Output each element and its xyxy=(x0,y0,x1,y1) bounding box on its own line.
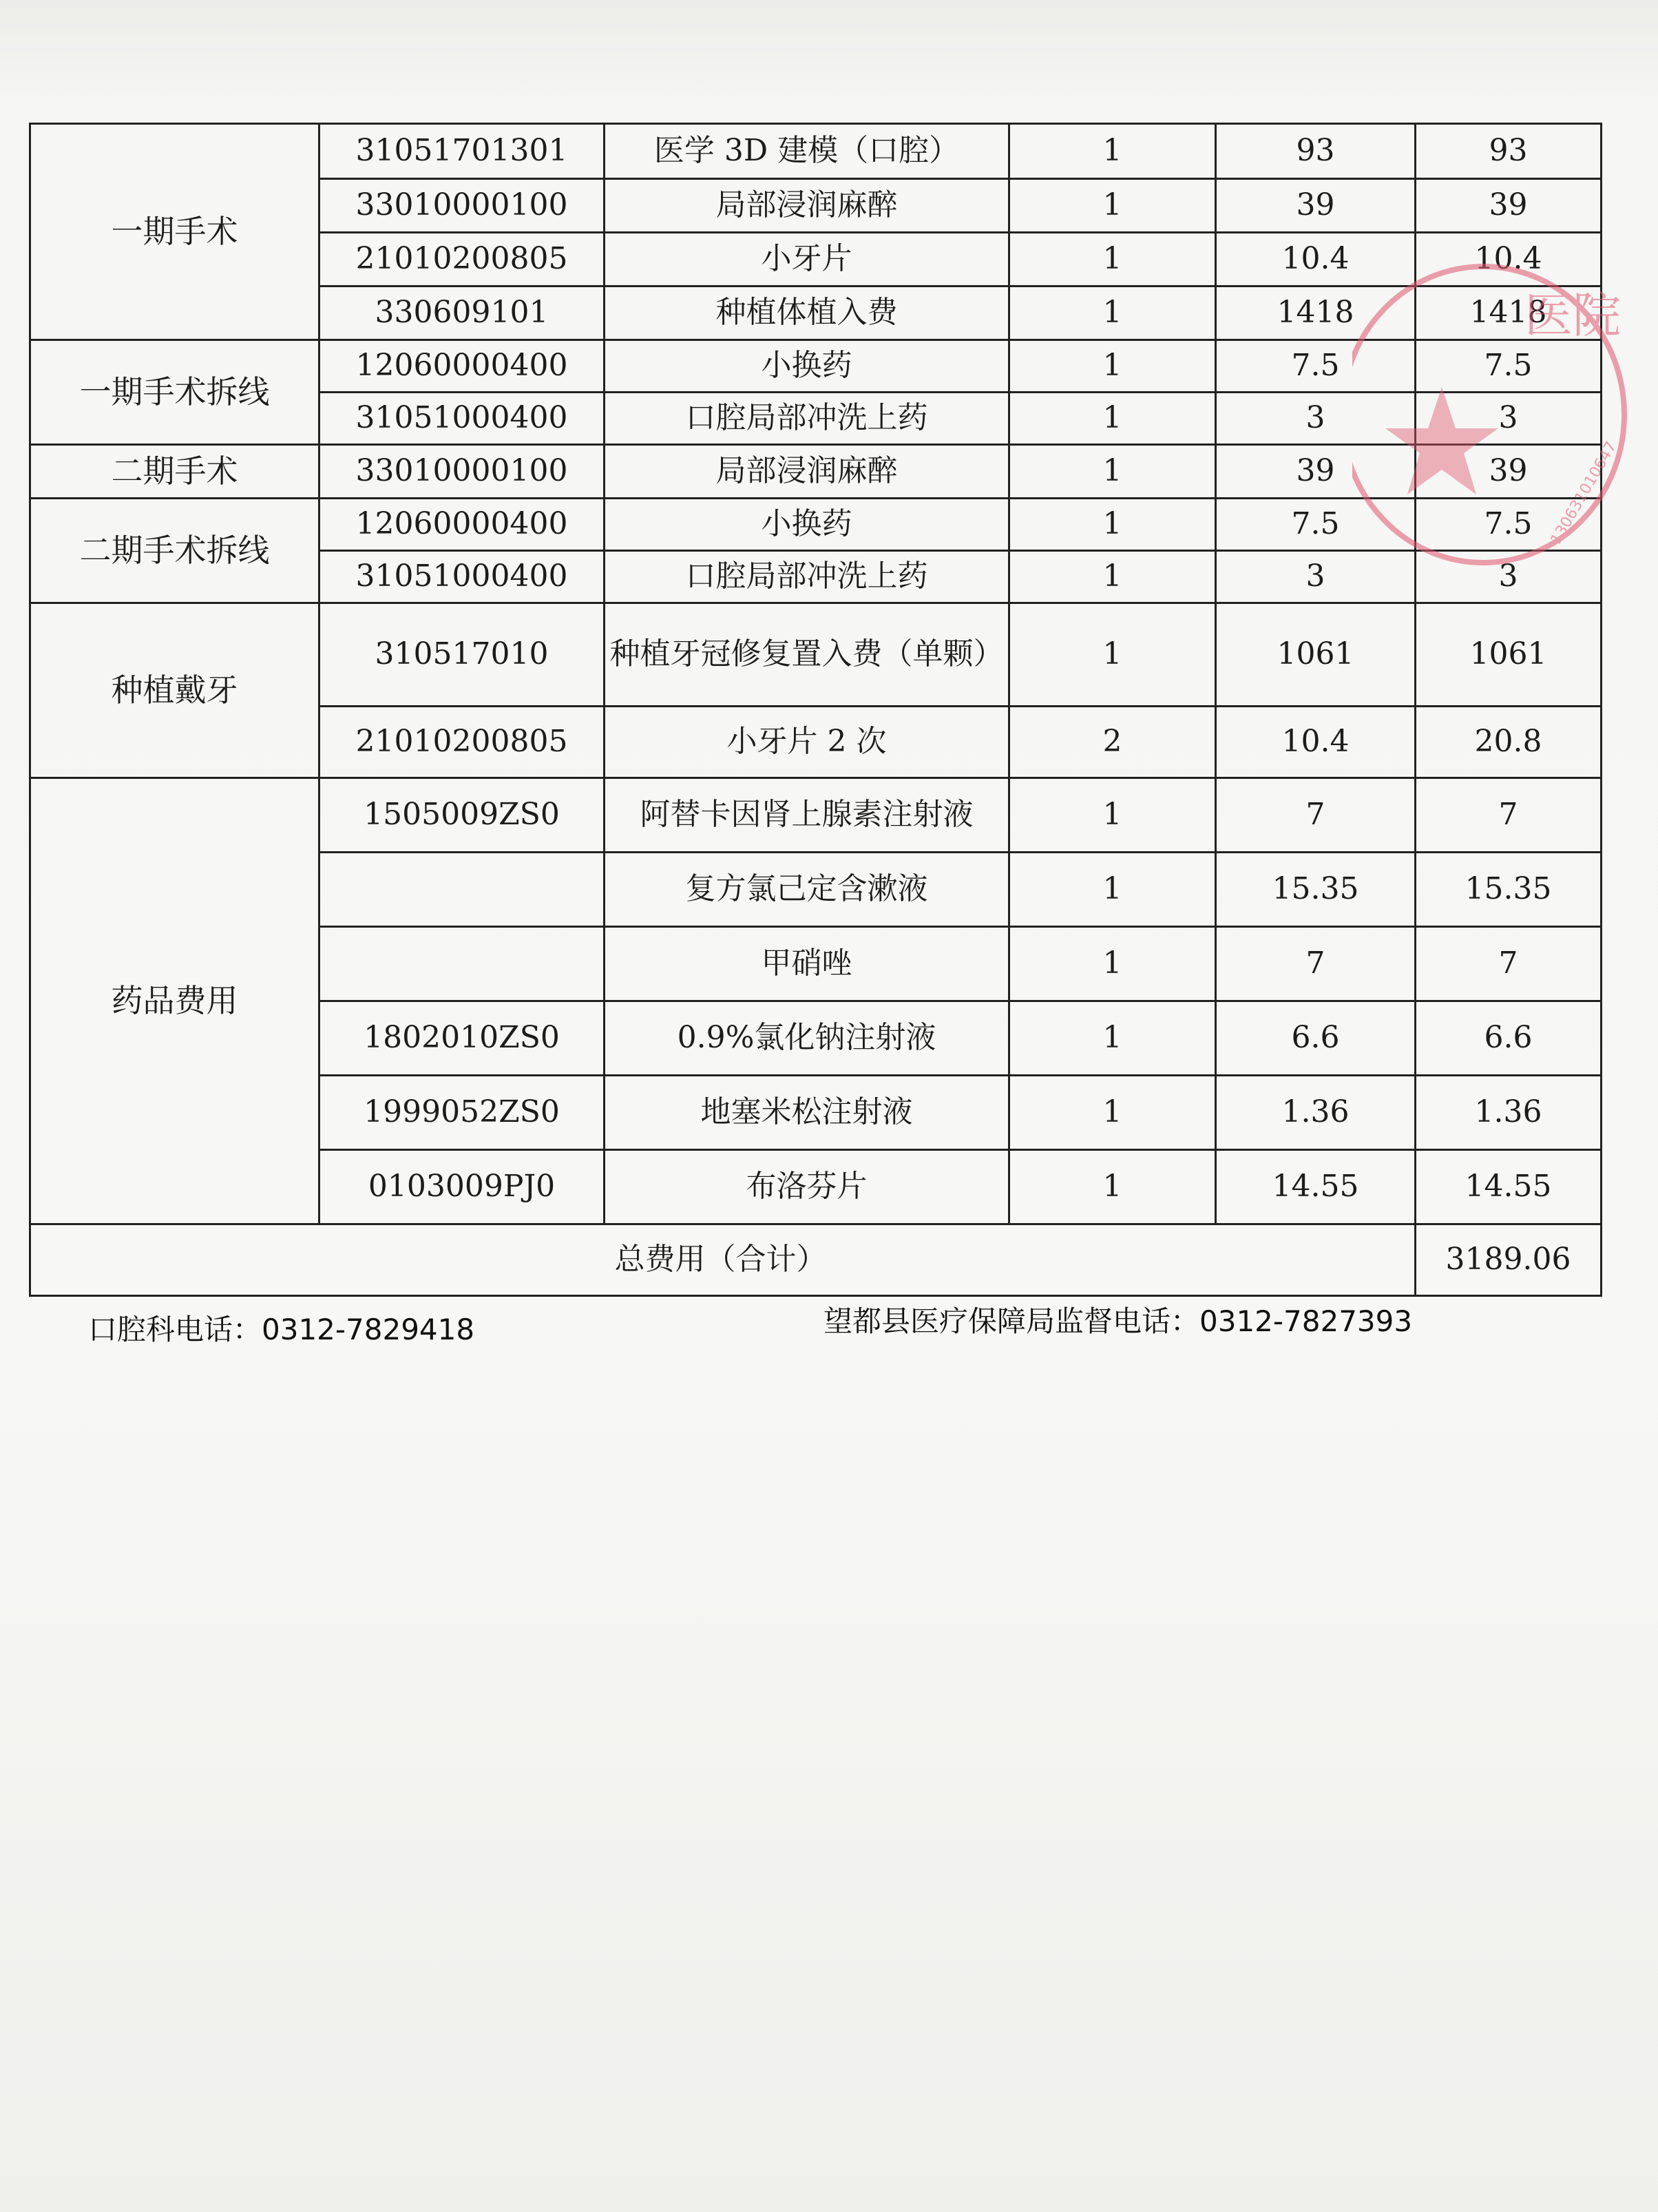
qty-cell: 1 xyxy=(1009,124,1216,179)
fee-row xyxy=(30,499,1602,551)
name-cell: 局部浸润麻醉 xyxy=(605,179,1009,233)
amount-cell: 7 xyxy=(1416,927,1602,1001)
code-cell: 0103009PJ0 xyxy=(319,1150,605,1224)
supervision-phone: 望都县医疗保障局监督电话：0312-7827393 xyxy=(823,1304,1413,1338)
price-cell: 39 xyxy=(1216,445,1416,499)
qty-cell: 1 xyxy=(1009,393,1216,445)
stamp-text: 医院 xyxy=(1524,287,1621,344)
dental-dept-phone: 口腔科电话：0312-7829418 xyxy=(88,1313,475,1346)
price-cell: 6.6 xyxy=(1216,1001,1416,1076)
amount-cell: 39 xyxy=(1416,445,1602,499)
price-cell: 93 xyxy=(1216,124,1416,179)
name-cell: 小牙片 2 次 xyxy=(605,707,1009,778)
code-cell xyxy=(319,927,605,1001)
category-cell: 二期手术 xyxy=(30,445,319,499)
amount-cell: 6.6 xyxy=(1416,1001,1602,1076)
amount-cell: 1061 xyxy=(1416,603,1602,707)
price-cell: 1418 xyxy=(1216,286,1416,340)
name-cell: 种植体植入费 xyxy=(605,286,1009,340)
name-cell: 地塞米松注射液 xyxy=(605,1076,1009,1150)
name-cell: 甲硝唑 xyxy=(605,927,1009,1001)
qty-cell: 1 xyxy=(1009,1076,1216,1150)
code-cell: 21010200805 xyxy=(319,707,605,778)
price-cell: 1.36 xyxy=(1216,1076,1416,1150)
name-cell: 口腔局部冲洗上药 xyxy=(605,551,1009,603)
amount-cell: 14.55 xyxy=(1416,1150,1602,1224)
qty-cell: 1 xyxy=(1009,927,1216,1001)
category-cell: 种植戴牙 xyxy=(30,603,319,778)
amount-cell: 3 xyxy=(1416,393,1602,445)
name-cell: 局部浸润麻醉 xyxy=(605,445,1009,499)
name-cell: 布洛芬片 xyxy=(605,1150,1009,1224)
code-cell: 21010200805 xyxy=(319,233,605,286)
name-cell: 阿替卡因肾上腺素注射液 xyxy=(605,778,1009,853)
fee-row xyxy=(30,445,1602,499)
qty-cell: 1 xyxy=(1009,499,1216,551)
code-cell: 12060000400 xyxy=(319,340,605,393)
price-cell: 39 xyxy=(1216,179,1416,233)
price-cell: 14.55 xyxy=(1216,1150,1416,1224)
fee-row xyxy=(30,124,1602,179)
code-cell: 310517010 xyxy=(319,603,605,707)
name-cell: 小换药 xyxy=(605,340,1009,393)
amount-cell: 10.4 xyxy=(1416,233,1602,286)
category-cell: 一期手术拆线 xyxy=(30,340,319,445)
amount-cell: 7 xyxy=(1416,778,1602,853)
amount-cell: 7.5 xyxy=(1416,499,1602,551)
fee-row xyxy=(30,603,1602,707)
code-cell xyxy=(319,853,605,927)
name-cell: 小换药 xyxy=(605,499,1009,551)
price-cell: 15.35 xyxy=(1216,853,1416,927)
price-cell: 1061 xyxy=(1216,603,1416,707)
fee-table-body xyxy=(30,124,1602,1224)
qty-cell: 1 xyxy=(1009,603,1216,707)
qty-cell: 2 xyxy=(1009,707,1216,778)
code-cell: 31051701301 xyxy=(319,124,605,179)
price-cell: 7 xyxy=(1216,927,1416,1001)
qty-cell: 1 xyxy=(1009,1001,1216,1076)
code-cell: 1999052ZS0 xyxy=(319,1076,605,1150)
price-cell: 10.4 xyxy=(1216,707,1416,778)
qty-cell: 1 xyxy=(1009,853,1216,927)
code-cell: 330609101 xyxy=(319,286,605,340)
qty-cell: 1 xyxy=(1009,179,1216,233)
price-cell: 10.4 xyxy=(1216,233,1416,286)
amount-cell: 3 xyxy=(1416,551,1602,603)
qty-cell: 1 xyxy=(1009,233,1216,286)
price-cell: 7 xyxy=(1216,778,1416,853)
qty-cell: 1 xyxy=(1009,1150,1216,1224)
code-cell: 1505009ZS0 xyxy=(319,778,605,853)
code-cell: 1802010ZS0 xyxy=(319,1001,605,1076)
name-cell: 复方氯己定含漱液 xyxy=(605,853,1009,927)
qty-cell: 1 xyxy=(1009,778,1216,853)
price-cell: 7.5 xyxy=(1216,340,1416,393)
name-cell: 医学 3D 建模（口腔） xyxy=(605,124,1009,179)
category-cell: 药品费用 xyxy=(30,778,319,1224)
code-cell: 31051000400 xyxy=(319,393,605,445)
total-row xyxy=(30,1224,1602,1296)
name-cell: 0.9%氯化钠注射液 xyxy=(605,1001,1009,1076)
name-cell: 种植牙冠修复置入费（单颗） xyxy=(605,603,1009,707)
amount-cell: 1.36 xyxy=(1416,1076,1602,1150)
fee-row xyxy=(30,340,1602,393)
price-cell: 3 xyxy=(1216,393,1416,445)
category-cell: 一期手术 xyxy=(30,124,319,340)
amount-cell: 93 xyxy=(1416,124,1602,179)
fee-table xyxy=(29,123,1602,1297)
qty-cell: 1 xyxy=(1009,286,1216,340)
total-label: 总费用（合计） xyxy=(30,1224,1416,1296)
amount-cell: 39 xyxy=(1416,179,1602,233)
price-cell: 3 xyxy=(1216,551,1416,603)
qty-cell: 1 xyxy=(1009,445,1216,499)
name-cell: 小牙片 xyxy=(605,233,1009,286)
price-cell: 7.5 xyxy=(1216,499,1416,551)
name-cell: 口腔局部冲洗上药 xyxy=(605,393,1009,445)
stamp-number: 130631010647 xyxy=(1547,439,1621,547)
category-cell: 二期手术拆线 xyxy=(30,499,319,603)
amount-cell: 15.35 xyxy=(1416,853,1602,927)
qty-cell: 1 xyxy=(1009,340,1216,393)
code-cell: 12060000400 xyxy=(319,499,605,551)
amount-cell: 20.8 xyxy=(1416,707,1602,778)
code-cell: 31051000400 xyxy=(319,551,605,603)
fee-row xyxy=(30,778,1602,853)
total-value: 3189.06 xyxy=(1416,1224,1602,1296)
code-cell: 33010000100 xyxy=(319,445,605,499)
qty-cell: 1 xyxy=(1009,551,1216,603)
amount-cell: 7.5 xyxy=(1416,340,1602,393)
amount-cell: 1418 xyxy=(1416,286,1602,340)
code-cell: 33010000100 xyxy=(319,179,605,233)
